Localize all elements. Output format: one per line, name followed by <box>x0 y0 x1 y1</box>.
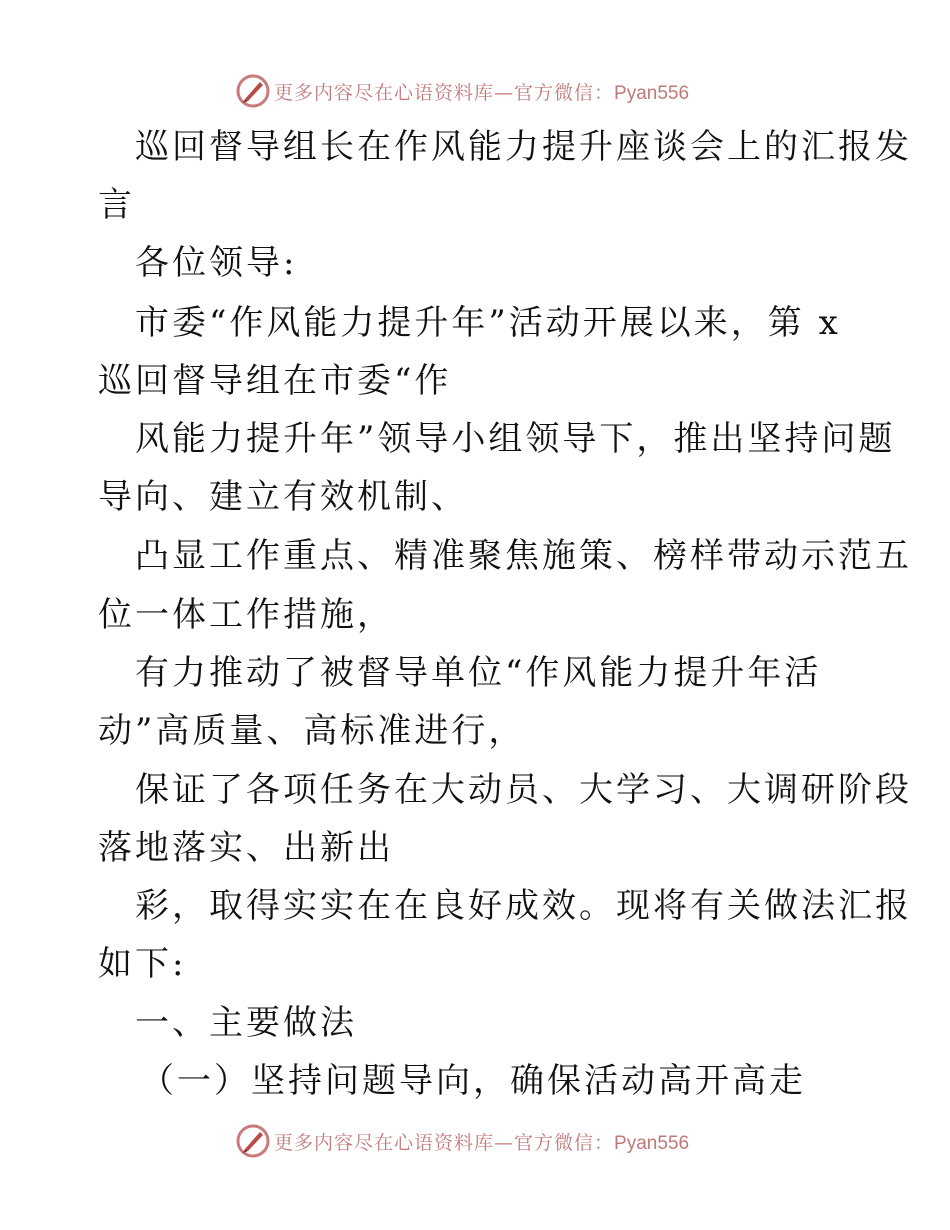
paragraph-line: 保证了各项任务在大动员、大学习、大调研阶段 <box>135 770 912 810</box>
paragraph-line: 位一体工作措施， <box>98 595 394 635</box>
section-heading: 一、主要做法 <box>135 1003 357 1043</box>
paragraph-line: 导向、建立有效机制、 <box>98 477 468 517</box>
paragraph-line: 彩，取得实实在在良好成效。现将有关做法汇报 <box>135 886 912 926</box>
banner-text: 更多内容尽在心语资料库—官方微信：Pyan556 <box>274 1131 690 1154</box>
paragraph-line: 巡回督导组在市委“作 <box>98 361 452 401</box>
subsection-heading: （一）坚持问题导向，确保活动高开高走 <box>140 1061 806 1101</box>
paragraph-line: 如下: <box>98 944 187 984</box>
footer-banner <box>0 1120 950 1160</box>
pen-logo-icon <box>236 74 270 108</box>
paragraph-line: 市委“作风能力提升年”活动开展以来，第 x <box>135 303 841 343</box>
paragraph-line: 动”高质量、高标准进行， <box>98 711 526 751</box>
paragraph-line: 凸显工作重点、精准聚焦施策、榜样带动示范五 <box>135 536 912 576</box>
paragraph-line: 落地落实、出新出 <box>98 828 394 868</box>
doc-title: 巡回督导组长在作风能力提升座谈会上的汇报发 <box>135 127 912 167</box>
header-banner <box>0 70 950 110</box>
banner-text: 更多内容尽在心语资料库—官方微信：Pyan556 <box>274 81 690 104</box>
paragraph-line: 有力推动了被督导单位“作风能力提升年活 <box>135 653 822 693</box>
salutation: 各位领导: <box>135 243 298 283</box>
paragraph-line: 风能力提升年”领导小组领导下，推出坚持问题 <box>135 419 896 459</box>
wechat-id: Pyan556 <box>614 1132 690 1154</box>
pen-logo-icon <box>236 1124 270 1158</box>
doc-title-cont: 言 <box>98 185 135 225</box>
wechat-id: Pyan556 <box>614 82 690 104</box>
